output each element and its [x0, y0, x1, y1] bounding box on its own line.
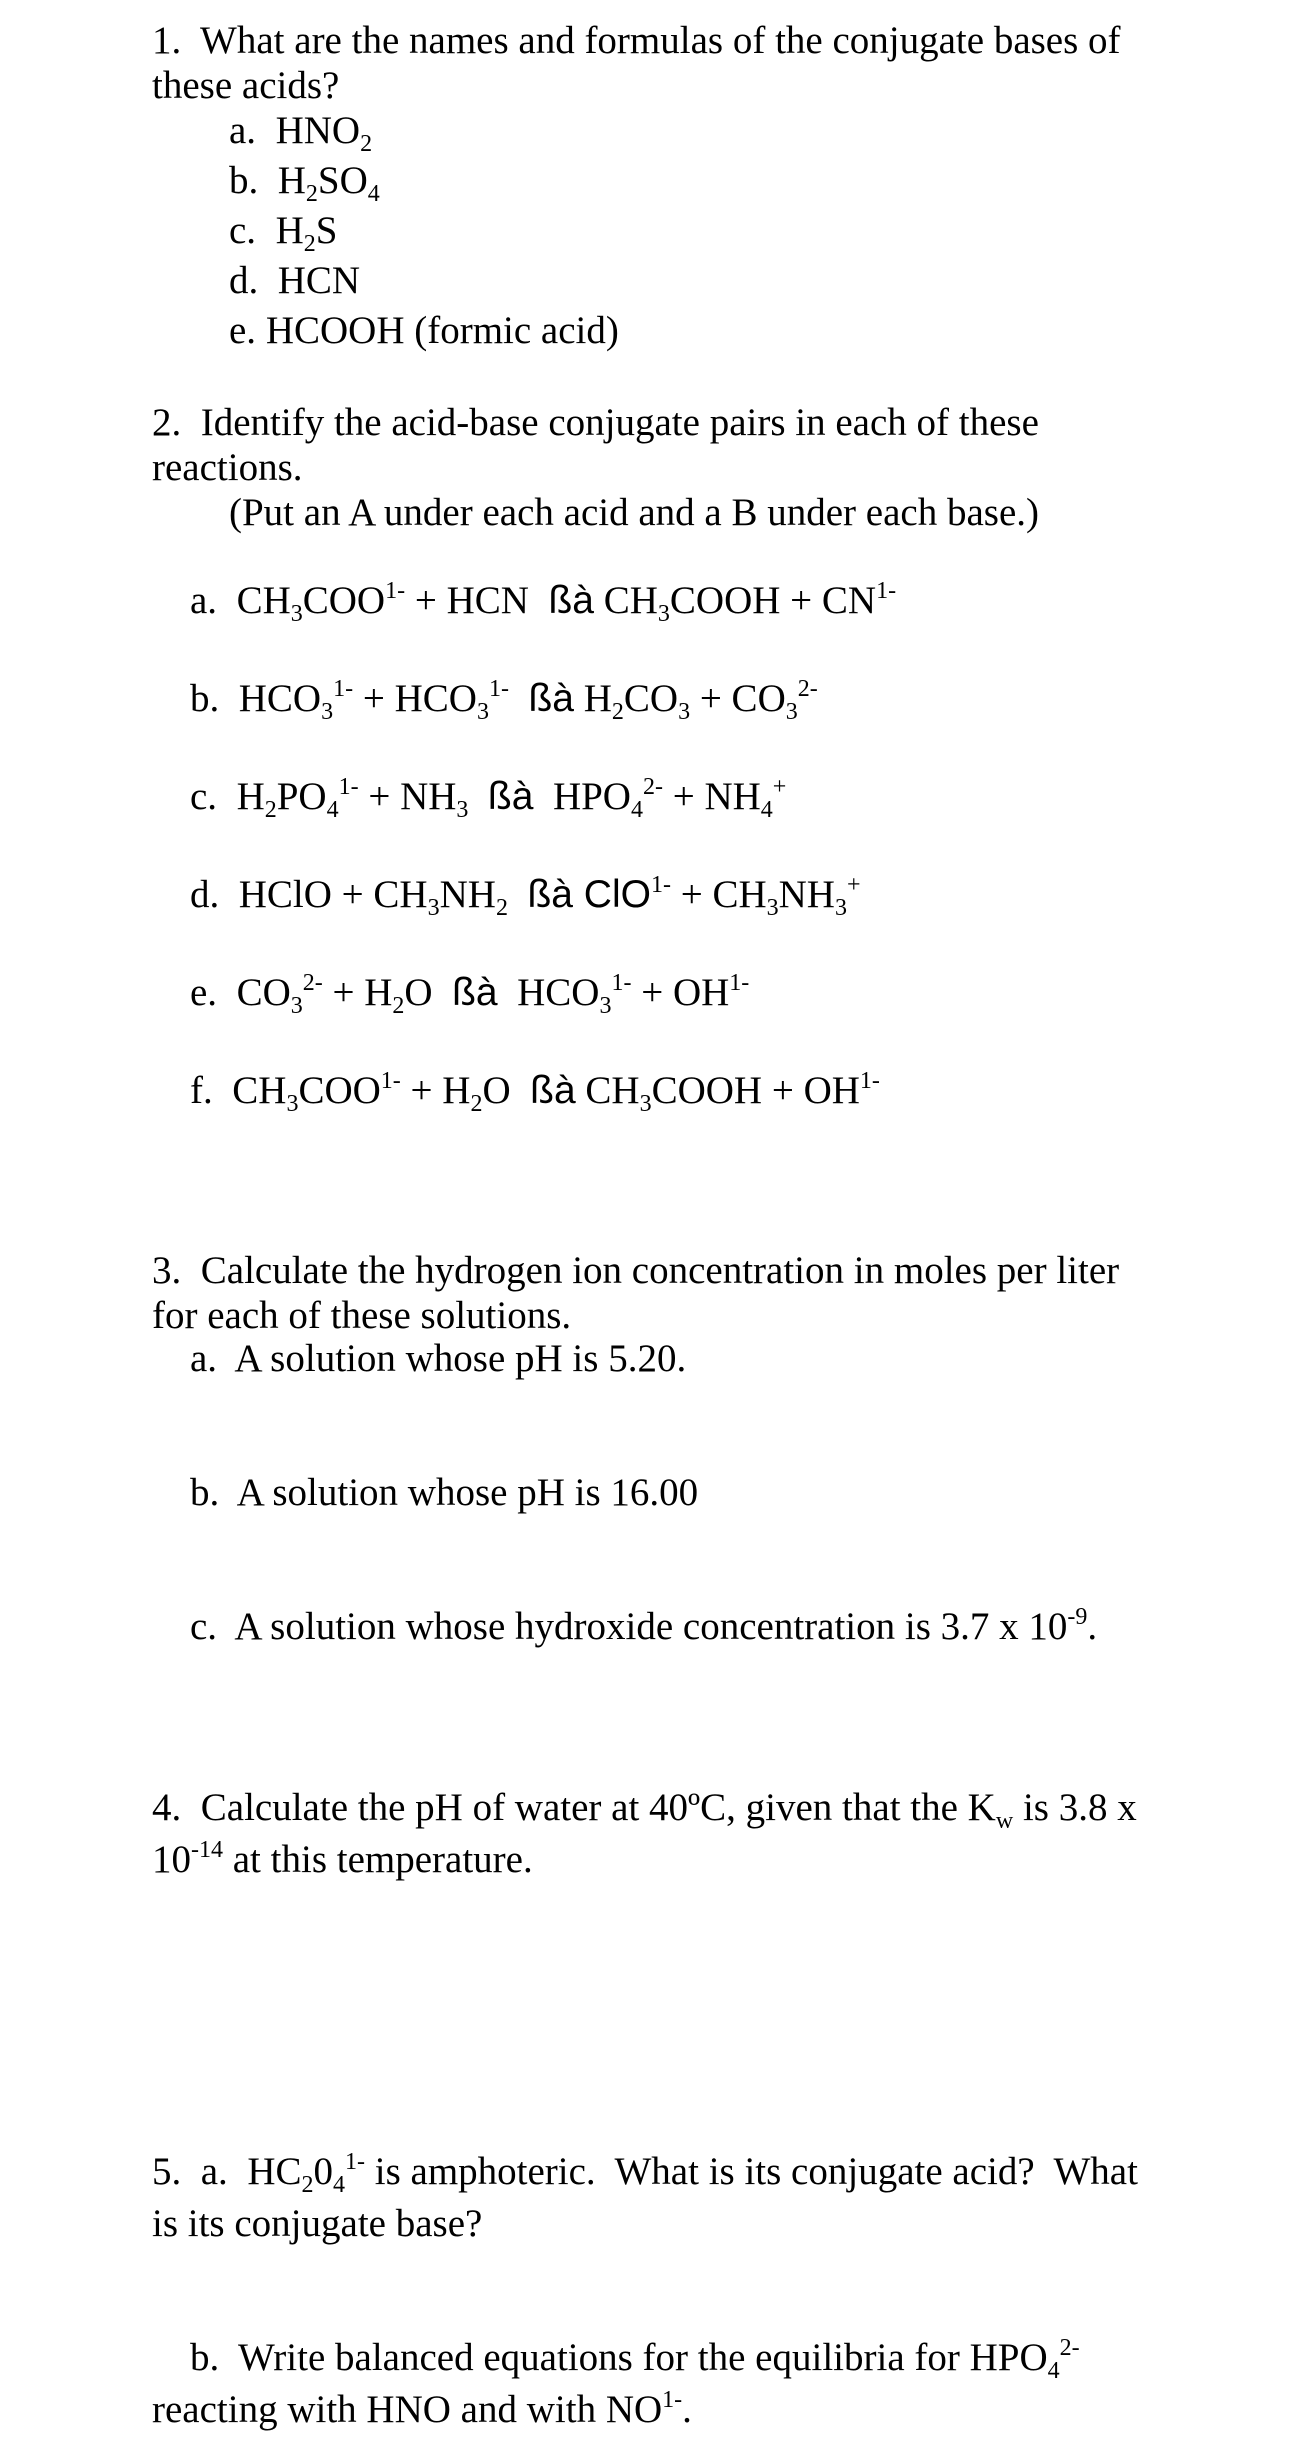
reaction-b: b. $HCO_3^{1-} + HCO_3^{1-}$ ßà $H_2CO_3 + CO_3^{2-}$ — [190, 676, 818, 725]
question-1-text: What are the names and formulas of the conjugate bases of — [200, 19, 1121, 62]
reaction-arrow: ßà — [487, 775, 534, 818]
reaction-f: f. $CH_3COO^{1-} + H_2O$ ßà $CH_3COOH + OH^{1-}$ — [190, 1068, 880, 1117]
reaction-arrow: ßà — [527, 873, 573, 916]
question-4 — [152, 1782, 1137, 1886]
question-3 — [152, 1248, 1119, 1338]
question-1-item-e: e. HCOOH (formic acid) — [229, 309, 619, 352]
question-5b — [152, 2332, 1080, 2436]
question-2-instruction: (Put an A under each acid and a B under each base.) — [229, 491, 1040, 534]
question-5a-line-2: is its conjugate base? — [152, 2202, 483, 2245]
question-3-item-a: a. A solution whose pH is 5.20. — [190, 1337, 687, 1380]
question-3-number: 3. — [152, 1249, 182, 1292]
question-1-line-2: these acids? — [152, 64, 340, 107]
question-1-line-1 — [152, 18, 1121, 63]
question-4-line-2: $10^{-14}$ at this temperature. — [152, 1837, 533, 1881]
question-4-number: 4. — [152, 1786, 182, 1829]
question-5-number: 5. — [152, 2150, 182, 2193]
reaction-arrow: ßà — [452, 971, 498, 1014]
question-5a — [152, 2146, 1138, 2250]
reaction-c: c. $H_2PO_4^{1-} + NH_3$ ßà $HPO_4^{2-} + NH_4^+$ — [190, 774, 787, 823]
reaction-e: e. $CO_3^{2-} + H_2O$ ßà $HCO_3^{1-} + OH^{1-}$ — [190, 970, 750, 1019]
question-2 — [152, 400, 1039, 490]
question-3-line-2: for each of these solutions. — [152, 1294, 572, 1337]
question-1-item-c: c. $H_2S$ — [229, 209, 338, 257]
question-1-item-d: d. HCN — [229, 259, 361, 302]
question-3-item-c: c. A solution whose hydroxide concentration is 3.7 x $10^{-9}$. — [190, 1604, 1098, 1648]
question-5a-line-1: 5. a. $HC_20_4^{1-}$ is amphoteric. What is its conjugate acid? What — [152, 2149, 1138, 2198]
question-3-line-1: 3. Calculate the hydrogen ion concentration in moles per liter — [152, 1249, 1120, 1292]
question-5b-line-1: b. Write balanced equations for the equilibria for $HPO_4^{2-}$ — [190, 2335, 1080, 2384]
question-5b-line-2: reacting with HNO and with $NO^{1-}$. — [152, 2387, 692, 2431]
reaction-arrow: ßà — [530, 1069, 576, 1112]
reaction-arrow: ßà — [548, 579, 594, 622]
reaction-d: d. HClO + $CH_3NH_2$ ßà $ClO^{1-} + CH_3NH_3^+$ — [190, 872, 861, 921]
question-2-number: 2. — [152, 401, 182, 444]
question-4-line-1: 4. Calculate the pH of water at 40ºC, given that the $K_w$ is 3.8 x — [152, 1786, 1137, 1834]
question-3-item-b: b. A solution whose pH is 16.00 — [190, 1471, 699, 1514]
question-1-item-a: a. $HNO_2$ — [229, 109, 373, 157]
question-2-line-1: 2. Identify the acid-base conjugate pairs in each of these — [152, 401, 1039, 444]
question-1-item-b: b. $H_2SO_4$ — [229, 159, 380, 207]
reaction-a: a. $CH_3COO^{1-}$ + HCN ßà $CH_3COOH + CN^{1-}$ — [190, 578, 897, 627]
question-1 — [152, 18, 1121, 108]
question-1-items — [229, 106, 619, 356]
question-2-line-2: reactions. — [152, 446, 303, 489]
reaction-arrow: ßà — [528, 677, 574, 720]
question-1-number: 1. — [152, 19, 182, 62]
